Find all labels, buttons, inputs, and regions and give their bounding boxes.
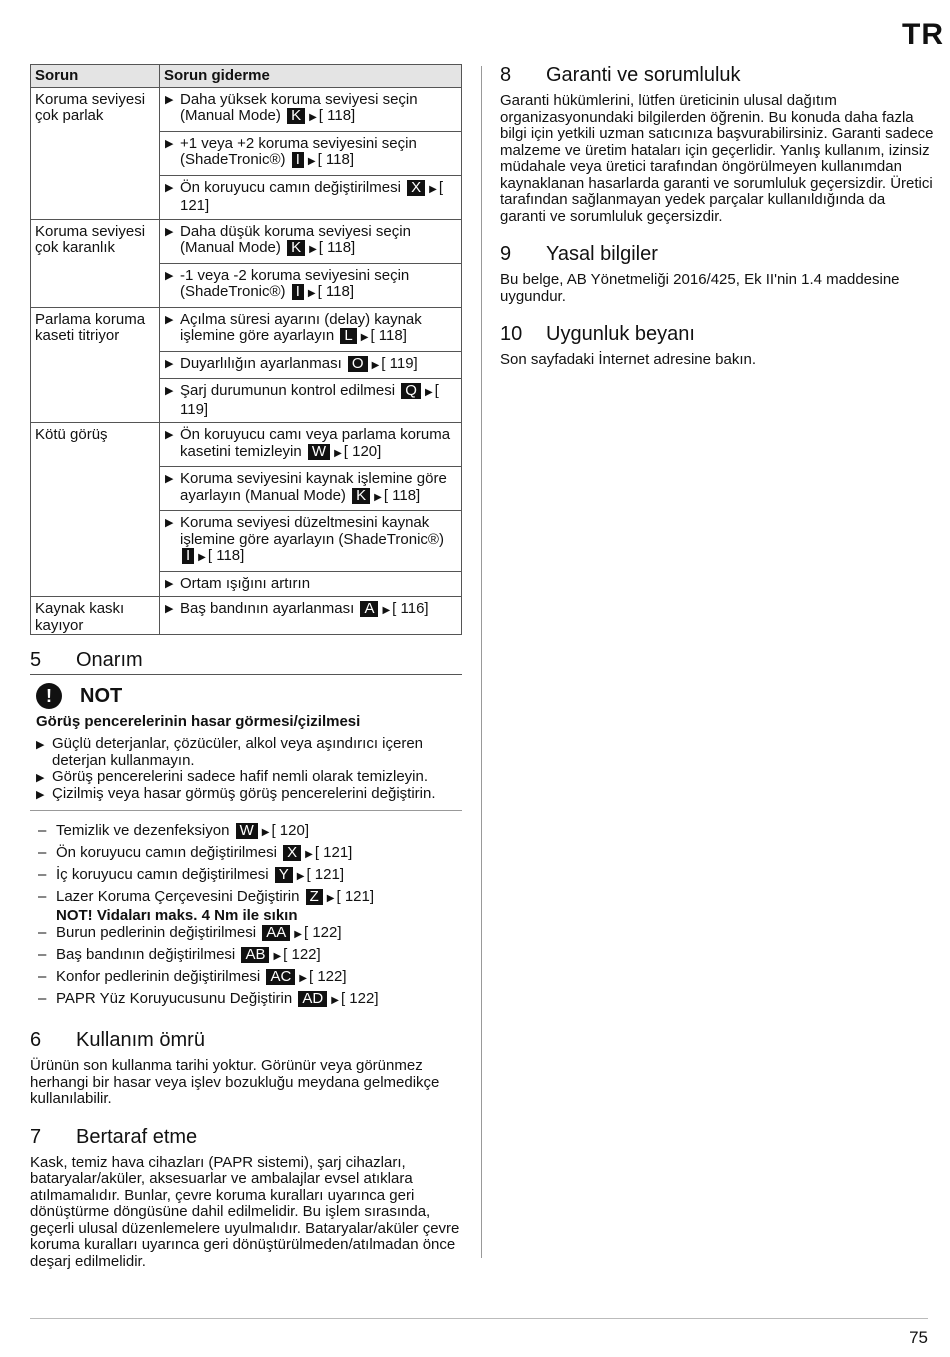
caret-right-icon: ▶ bbox=[307, 156, 316, 167]
dash-bullet: – bbox=[38, 844, 47, 861]
caret-right-icon: ▶ bbox=[382, 605, 391, 616]
page-reference: [ 118] bbox=[207, 547, 245, 564]
step-text: Ortam ışığını artırın bbox=[180, 574, 311, 592]
caret-right-icon: ▶ bbox=[309, 112, 317, 123]
list-item bbox=[36, 736, 462, 769]
list-item-text: Baş bandının değiştirilmesi bbox=[56, 946, 236, 963]
page-reference: [ 122] bbox=[308, 968, 347, 985]
torque-note: NOT! Vidaları maks. 4 Nm ile sıkın bbox=[56, 907, 298, 924]
caret-right-icon: ▶ bbox=[305, 849, 313, 860]
figure-tag: I bbox=[292, 152, 304, 168]
step-text: Koruma seviyesi düzeltmesini kaynak işlemine göre ayarlayın (ShadeTronic®) bbox=[180, 514, 444, 548]
figure-tag: Q bbox=[401, 383, 421, 399]
step-text: Daha düşük koruma seviyesi seçin (Manual Mode) bbox=[180, 222, 411, 256]
page-reference: [ 118] bbox=[318, 239, 356, 256]
section-body: Bu belge, AB Yönetmeliği 2016/425, Ek II'nin 1.4 maddesine uygundur. bbox=[500, 271, 900, 305]
left-column bbox=[30, 64, 462, 1270]
caret-right-icon: ▶ bbox=[261, 827, 270, 838]
problem-cell: Koruma seviyesi çok karanlık bbox=[31, 219, 160, 307]
section-9 bbox=[500, 243, 935, 305]
section-5-heading bbox=[30, 649, 462, 675]
problem-cell: Parlama koruma kaseti titriyor bbox=[31, 307, 160, 423]
arrow-icon: ▶ bbox=[165, 93, 174, 106]
solution-cell bbox=[160, 597, 462, 635]
arrow-icon: ▶ bbox=[165, 385, 174, 397]
column-header-solution: Sorun giderme bbox=[160, 65, 462, 88]
figure-tag: K bbox=[287, 108, 305, 124]
figure-tag: L bbox=[340, 328, 356, 344]
solution-cell bbox=[160, 423, 462, 597]
arrow-icon: ▶ bbox=[165, 313, 174, 326]
step-text: Ön koruyucu camın değiştirilmesi bbox=[180, 178, 401, 196]
arrow-icon: ▶ bbox=[36, 739, 45, 751]
step-text: Ön koruyucu camı veya parlama koruma kasetini temizleyin bbox=[180, 426, 451, 460]
list-item-text: Burun pedlerinin değiştirilmesi bbox=[56, 924, 257, 941]
step-text: Daha yüksek koruma seviyesi seçin (Manual Mode) bbox=[180, 90, 418, 124]
notice-subtitle: Görüş pencerelerinin hasar görmesi/çizilmesi bbox=[36, 713, 361, 730]
figure-tag: K bbox=[352, 488, 370, 504]
arrow-icon: ▶ bbox=[36, 788, 45, 801]
step-text: Şarj durumunun kontrol edilmesi bbox=[180, 382, 396, 399]
section-title: Onarım bbox=[76, 649, 143, 671]
troubleshooting-table bbox=[30, 64, 462, 635]
arrow-icon: ▶ bbox=[165, 517, 174, 529]
notice-list bbox=[36, 736, 462, 802]
dash-bullet: – bbox=[38, 946, 47, 963]
list-item bbox=[36, 786, 462, 803]
section-8 bbox=[500, 64, 935, 225]
figure-tag: Z bbox=[306, 889, 323, 905]
repair-list bbox=[30, 821, 462, 1011]
table-row bbox=[31, 423, 462, 597]
solution-step bbox=[160, 131, 461, 175]
page-reference: [ 120] bbox=[271, 822, 309, 839]
solution-cell bbox=[160, 87, 462, 219]
caret-right-icon: ▶ bbox=[371, 359, 380, 371]
table-row bbox=[31, 307, 462, 423]
section-body: Son sayfadaki İnternet adresine bakın. bbox=[500, 351, 756, 368]
caret-right-icon: ▶ bbox=[198, 552, 206, 563]
arrow-icon: ▶ bbox=[165, 357, 174, 370]
page-reference: [ 118] bbox=[317, 151, 355, 168]
step-text: Koruma seviyesini kaynak işlemine göre ayarlayın (Manual Mode) bbox=[180, 470, 447, 504]
footer-divider bbox=[30, 1318, 928, 1319]
solution-step bbox=[160, 466, 461, 510]
list-item bbox=[30, 821, 462, 843]
problem-cell: Koruma seviyesi çok parlak bbox=[31, 87, 160, 219]
caret-right-icon: ▶ bbox=[360, 332, 369, 343]
figure-tag: I bbox=[182, 548, 194, 564]
list-item-text: Temizlik ve dezenfeksiyon bbox=[56, 822, 230, 839]
dash-bullet: – bbox=[38, 990, 47, 1007]
caret-right-icon: ▶ bbox=[309, 244, 317, 255]
page-reference: [ 116] bbox=[392, 600, 429, 617]
figure-tag: W bbox=[236, 823, 258, 839]
figure-tag: W bbox=[308, 444, 330, 460]
page-reference: [ 120] bbox=[343, 442, 382, 460]
list-item bbox=[30, 843, 462, 865]
figure-tag: O bbox=[348, 356, 368, 372]
section-body: Garanti hükümlerini, lütfen üreticinin ulusal dağıtım organizasyonundaki bilgilerden öğrenin. Bu konuda daha fazla bilgi için yetkili uzman satıcınıza başvurabilirsiniz. Garanti sadece malzeme ve üretim hataları için geçerlidir. Yanlış kullanım, izinsiz müdahale veya üretici tarafından öngörülmeyen kullanımdan kaynaklanan hasarlarda garanti ve sorumluluk geçersizdir. Üretici tarafından sağlanmayan yedek parçalar kullanıldığında da garanti ve sorumluluk geçersizdir. bbox=[500, 92, 934, 225]
table-row bbox=[31, 219, 462, 307]
solution-step bbox=[160, 597, 461, 624]
list-item-text: Çizilmiş veya hasar görmüş görüş pencerelerini değiştirin. bbox=[52, 784, 436, 802]
column-header-problem: Sorun bbox=[31, 65, 160, 88]
caret-right-icon: ▶ bbox=[273, 951, 282, 962]
step-text: Baş bandının ayarlanması bbox=[180, 600, 355, 617]
figure-tag: AB bbox=[241, 947, 269, 963]
list-item-text: PAPR Yüz Koruyucusunu Değiştirin bbox=[56, 990, 293, 1007]
language-code: TR bbox=[902, 18, 944, 51]
list-item bbox=[36, 769, 462, 786]
arrow-icon: ▶ bbox=[165, 603, 174, 615]
figure-tag: AD bbox=[298, 991, 327, 1007]
solution-step bbox=[160, 263, 461, 307]
solution-step bbox=[160, 351, 461, 379]
dash-bullet: – bbox=[38, 888, 47, 905]
page-reference: [ 122] bbox=[304, 924, 342, 941]
list-item-text: Lazer Koruma Çerçevesini Değiştirin bbox=[56, 888, 300, 905]
section-title: Bertaraf etme bbox=[76, 1125, 198, 1148]
arrow-icon: ▶ bbox=[165, 181, 174, 194]
solution-step bbox=[160, 378, 461, 422]
section-title: Uygunluk beyanı bbox=[546, 323, 695, 345]
page-reference: [ 119] bbox=[381, 354, 418, 372]
solution-step bbox=[160, 571, 461, 597]
caret-right-icon: ▶ bbox=[296, 871, 305, 882]
list-item bbox=[30, 865, 462, 887]
arrow-icon: ▶ bbox=[165, 269, 174, 282]
figure-tag: K bbox=[287, 240, 305, 256]
caret-right-icon: ▶ bbox=[334, 447, 342, 459]
list-item-text: Konfor pedlerinin değiştirilmesi bbox=[56, 968, 261, 985]
right-column bbox=[500, 64, 935, 369]
caret-right-icon: ▶ bbox=[331, 995, 339, 1006]
page-reference: [ 121] bbox=[314, 844, 353, 861]
dash-bullet: – bbox=[38, 968, 47, 985]
solution-step bbox=[160, 423, 461, 466]
step-text: Duyarlılığın ayarlanması bbox=[180, 354, 342, 372]
list-item bbox=[30, 989, 462, 1011]
page-reference: [ 121] bbox=[180, 178, 443, 214]
table-row bbox=[31, 87, 462, 219]
list-item bbox=[30, 967, 462, 989]
section-number: 8 bbox=[500, 64, 512, 86]
solution-step bbox=[160, 88, 461, 131]
page-reference: [ 122] bbox=[340, 990, 379, 1007]
page-reference: [ 121] bbox=[306, 866, 344, 883]
arrow-icon: ▶ bbox=[165, 473, 174, 485]
section-7 bbox=[30, 1126, 462, 1271]
arrow-icon: ▶ bbox=[165, 225, 174, 238]
section-number: 7 bbox=[30, 1125, 42, 1148]
page-reference: [ 118] bbox=[383, 486, 421, 504]
step-text: -1 veya -2 koruma seviyesini seçin (ShadeTronic®) bbox=[180, 266, 410, 300]
figure-tag: I bbox=[292, 284, 304, 300]
solution-step bbox=[160, 308, 461, 351]
page-reference: [ 122] bbox=[283, 946, 321, 963]
figure-tag: X bbox=[283, 845, 301, 861]
caret-right-icon: ▶ bbox=[374, 491, 382, 503]
list-item bbox=[30, 923, 462, 945]
notice-box bbox=[30, 675, 462, 811]
solution-step bbox=[160, 510, 461, 571]
list-item-text: Güçlü deterjanlar, çözücüler, alkol veya aşındırıcı içeren deterjan kullanmayın. bbox=[52, 735, 424, 769]
dash-bullet: – bbox=[38, 822, 47, 839]
section-body: Kask, temiz hava cihazları (PAPR sistemi), şarj cihazları, bataryalar/aküler, aksesuarlar ve ambalajlar evsel atıklara atılmamalıdır. Bunlar, çevre koruma kuralları uyarınca geri dönüştürme döngüsüne dahil edilmelidir. Bu işlem sırasında, geçerli ulusal düzenlemelere uyulmalıdır. Bataryalar/aküler çevre koruma kuralları uyarınca geri dönüştürülmeden/atılmadan önce deşarj edilmelidir. bbox=[30, 1153, 460, 1270]
page-reference: [ 118] bbox=[370, 327, 407, 344]
page-reference: [ 119] bbox=[180, 382, 439, 418]
page-reference: [ 121] bbox=[336, 888, 375, 905]
caret-right-icon: ▶ bbox=[429, 183, 437, 195]
list-item bbox=[30, 945, 462, 967]
caret-right-icon: ▶ bbox=[424, 387, 433, 398]
solution-step bbox=[160, 220, 461, 263]
table-header-row bbox=[31, 65, 462, 88]
section-6 bbox=[30, 1029, 462, 1108]
exclamation-icon: ! bbox=[36, 683, 62, 709]
caret-right-icon: ▶ bbox=[326, 893, 335, 904]
arrow-icon: ▶ bbox=[165, 577, 174, 590]
section-title: Kullanım ömrü bbox=[76, 1029, 205, 1051]
arrow-icon: ▶ bbox=[36, 772, 45, 784]
list-item-text: İç koruyucu camın değiştirilmesi bbox=[56, 866, 269, 883]
page-number: 75 bbox=[909, 1328, 928, 1347]
table-row bbox=[31, 597, 462, 635]
section-10 bbox=[500, 323, 935, 369]
caret-right-icon: ▶ bbox=[299, 973, 307, 984]
step-text: Açılma süresi ayarını (delay) kaynak işlemine göre ayarlayın bbox=[180, 310, 422, 344]
section-body: Ürünün son kullanma tarihi yoktur. Görünür veya görünmez herhangi bir hasar veya işlev bozukluğu meydana gelmedikçe kullanılabilir. bbox=[30, 1057, 440, 1107]
caret-right-icon: ▶ bbox=[294, 929, 302, 940]
list-item-text: Görüş pencerelerini sadece hafif nemli olarak temizleyin. bbox=[52, 768, 429, 785]
figure-tag: Y bbox=[275, 867, 293, 883]
solution-step bbox=[160, 175, 461, 219]
solution-cell bbox=[160, 219, 462, 307]
list-item-text: Ön koruyucu camın değiştirilmesi bbox=[56, 844, 277, 861]
page-reference: [ 118] bbox=[318, 107, 356, 124]
section-number: 10 bbox=[500, 323, 523, 345]
list-item bbox=[30, 887, 462, 923]
figure-tag: X bbox=[407, 180, 425, 196]
arrow-icon: ▶ bbox=[165, 429, 174, 441]
figure-tag: A bbox=[360, 601, 378, 617]
figure-tag: AA bbox=[262, 925, 290, 941]
page-reference: [ 118] bbox=[317, 283, 355, 300]
problem-cell: Kötü görüş bbox=[31, 423, 160, 597]
arrow-icon: ▶ bbox=[165, 137, 174, 150]
step-text: +1 veya +2 koruma seviyesini seçin (ShadeTronic®) bbox=[180, 134, 417, 168]
problem-cell: Kaynak kaskı kayıyor bbox=[31, 597, 160, 635]
section-number: 5 bbox=[30, 649, 42, 671]
column-divider bbox=[481, 66, 482, 1258]
section-number: 9 bbox=[500, 243, 512, 265]
notice-label: NOT bbox=[80, 684, 123, 707]
dash-bullet: – bbox=[38, 924, 47, 941]
caret-right-icon: ▶ bbox=[307, 288, 316, 299]
solution-cell bbox=[160, 307, 462, 423]
dash-bullet: – bbox=[38, 866, 47, 883]
table-body bbox=[31, 87, 462, 635]
section-title: Yasal bilgiler bbox=[546, 243, 658, 265]
figure-tag: AC bbox=[266, 969, 295, 985]
section-title: Garanti ve sorumluluk bbox=[546, 64, 741, 86]
section-number: 6 bbox=[30, 1029, 42, 1051]
